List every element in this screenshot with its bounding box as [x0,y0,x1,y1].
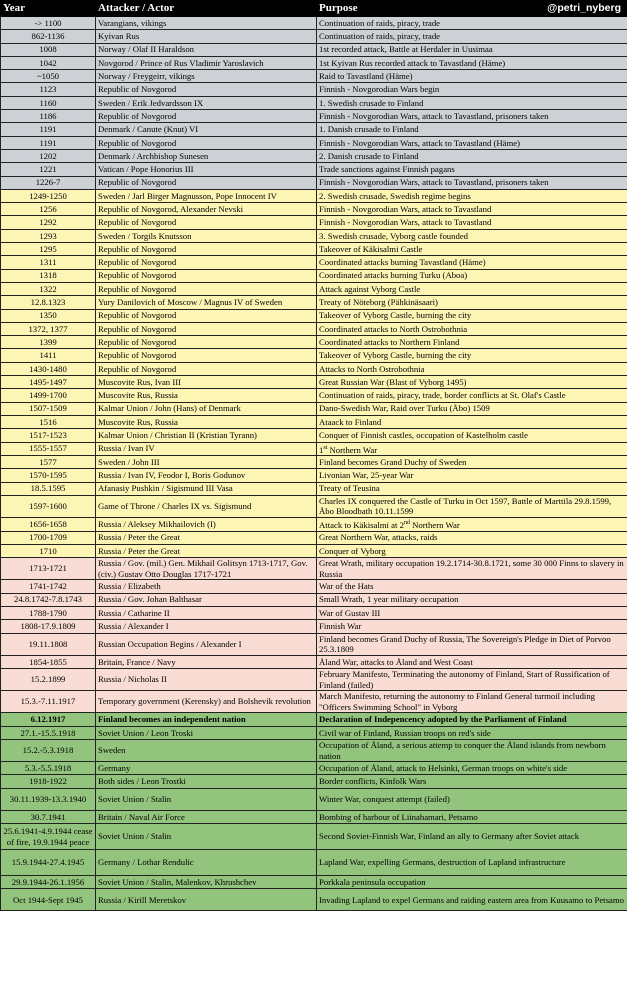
purpose-cell: 1st recorded attack, Battle at Herdaler in Uusimaa [317,43,627,56]
actor-cell: Finland becomes an independent nation [96,713,317,726]
year-cell: 1495-1497 [1,376,96,389]
table-row [1,216,627,229]
actor-cell: Vatican / Pope Honorius III [96,163,317,176]
actor-cell: Soviet Union / Stalin [96,824,317,850]
table-row [1,726,627,739]
actor-cell: Soviet Union / Leon Troski [96,726,317,739]
purpose-cell: Trade sanctions against Finnish pagans [317,163,627,176]
purpose-cell: 1. Swedish crusade to Finland [317,96,627,109]
purpose-cell: Civil war of Finland, Russian troops on red's side [317,726,627,739]
actor-cell: Russia / Peter the Great [96,531,317,544]
year-cell: 30.7.1941 [1,810,96,823]
actor-cell: Republic of Novgorod [96,269,317,282]
table-row [1,544,627,557]
purpose-cell: Finnish - Novgorodian Wars, attack to Tavastland [317,203,627,216]
actor-cell: Republic of Novgorod [96,110,317,123]
year-cell: 1516 [1,415,96,428]
year-cell: 1221 [1,163,96,176]
purpose-cell: Dano-Swedish War, Raid over Turku (Åbo) 1509 [317,402,627,415]
actor-cell: Republic of Novgorod [96,362,317,375]
year-cell: 1788-1790 [1,606,96,619]
year-cell: 15.3.-7.11.1917 [1,691,96,713]
actor-cell: Russia / Alexander I [96,620,317,633]
year-cell: ~1050 [1,70,96,83]
purpose-cell: Declaration of Indepencency adopted by the Parliament of Finland [317,713,627,726]
actor-cell: Republic of Novgorod [96,136,317,149]
actor-cell: Denmark / Archbishop Sunesen [96,149,317,162]
purpose-cell: March Manifesto, returning the autonomy to Finland General turmoil including "Officers Swimming School" in Vyborg [317,691,627,713]
year-cell: 1249-1250 [1,189,96,202]
table-row [1,889,627,911]
purpose-cell: Finnish - Novgorodian Wars begin [317,83,627,96]
actor-cell: Sweden / Jarl Birger Magnusson, Pope Innocent IV [96,189,317,202]
purpose-cell: Occupation of Åland, attack to Helsinki, German troops on white's side [317,762,627,775]
actor-cell: Russia / Ivan IV [96,442,317,455]
actor-cell: Muscovite Rus, Ivan III [96,376,317,389]
actor-cell: Russia / Aleksey Mikhailovich (I) [96,518,317,531]
actor-cell: Kalmar Union / Christian II (Kristian Tyrann) [96,429,317,442]
table-row [1,309,627,322]
actor-cell: Varangians, vikings [96,17,317,30]
actor-cell: Sweden / John III [96,455,317,468]
actor-cell: Republic of Novgorod [96,282,317,295]
table-row [1,282,627,295]
purpose-cell: Continuation of raids, piracy, trade [317,30,627,43]
purpose-cell: Treaty of Teusina [317,482,627,495]
purpose-cell: Occupation of Åland, a serious attemp to conquer the Åland islands from newborn nation [317,739,627,761]
purpose-cell: Attacks to North Ostrobothnia [317,362,627,375]
purpose-cell: Border conflicts, Kinfolk Wars [317,775,627,788]
table-row [1,482,627,495]
year-cell: 1292 [1,216,96,229]
purpose-cell: Finnish War [317,620,627,633]
purpose-cell: Second Soviet-Finnish War, Finland an ally to Germany after Soviet attack [317,824,627,850]
purpose-cell: Attack against Vyborg Castle [317,282,627,295]
year-cell: 1918-1922 [1,775,96,788]
table-row [1,850,627,876]
actor-cell: Sweden / Torgils Knutsson [96,229,317,242]
actor-cell: Russia / Catharine II [96,606,317,619]
year-cell: 12.8.1323 [1,296,96,309]
table-row [1,402,627,415]
table-row [1,336,627,349]
actor-cell: Soviet Union / Stalin [96,788,317,810]
purpose-cell: Conquer of Finnish castles, occupation of Kastelholm castle [317,429,627,442]
actor-cell: Germany / Lothar Rendulic [96,850,317,876]
actor-cell: Novgorod / Prince of Rus Vladimir Yaroslavich [96,56,317,69]
actor-cell: Russia / Gov. (mil.) Gen. Mikhail Golitsyn 1713-1717, Gov. (civ.) Gustav Otto Douglas 1717-1721 [96,558,317,580]
year-cell: 1570-1595 [1,469,96,482]
table-row [1,189,627,202]
table-row [1,56,627,69]
purpose-cell: Lapland War, expelling Germans, destruction of Lapland infrastructure [317,850,627,876]
year-cell: 1226-7 [1,176,96,189]
table-row [1,256,627,269]
table-row [1,655,627,668]
table-row [1,762,627,775]
purpose-cell: 1st Kyivan Rus recorded attack to Tavastland (Häme) [317,56,627,69]
year-cell: 1713-1721 [1,558,96,580]
actor-cell: Norway / Olaf II Haraldson [96,43,317,56]
table-row [1,376,627,389]
table-row [1,296,627,309]
year-cell: 1042 [1,56,96,69]
purpose-cell: 2. Swedish crusade, Swedish regime begins [317,189,627,202]
year-cell: 1372, 1377 [1,322,96,335]
year-cell: 1295 [1,243,96,256]
table-row [1,455,627,468]
purpose-ordinal-suffix: st [323,444,328,451]
table-row [1,243,627,256]
year-cell: 5.3.-5.5.1918 [1,762,96,775]
author-handle: @petri_nyberg [547,2,621,15]
year-cell: 1293 [1,229,96,242]
table-row [1,322,627,335]
actor-cell: Denmark / Canute (Knut) VI [96,123,317,136]
purpose-cell [317,442,627,455]
purpose-cell: February Manifesto, Terminating the autonomy of Finland, Start of Russification of Finland (failed) [317,669,627,691]
year-cell: 1202 [1,149,96,162]
year-cell: 1256 [1,203,96,216]
table-body [1,17,627,911]
purpose-cell: Takeover of Käkisalmi Castle [317,243,627,256]
year-cell: 29.9.1944-26.1.1956 [1,876,96,889]
actor-cell: Yury Danilovich of Moscow / Magnus IV of Sweden [96,296,317,309]
actor-cell: Game of Throne / Charles IX vs. Sigismund [96,495,317,517]
table-row [1,518,627,531]
actor-cell: Republic of Novgorod [96,243,317,256]
purpose-cell: Finnish - Novgorodian Wars, attack to Tavastland [317,216,627,229]
year-cell: 1350 [1,309,96,322]
table-row [1,876,627,889]
actor-cell: Russia / Elizabeth [96,580,317,593]
purpose-cell: Conquer of Vyborg [317,544,627,557]
actor-cell: Sweden [96,739,317,761]
year-cell: 1555-1557 [1,442,96,455]
table-row [1,531,627,544]
purpose-text: Northern War [327,444,378,455]
purpose-cell: War of the Hats [317,580,627,593]
year-cell: 24.8.1742-7.8.1743 [1,593,96,606]
year-header: Year [1,1,96,17]
purpose-cell: Porkkala peninsula occupation [317,876,627,889]
purpose-cell: Takeover of Vyborg Castle, burning the city [317,309,627,322]
actor-cell: Republic of Novgorod [96,309,317,322]
year-cell: 1577 [1,455,96,468]
actor-cell: Both sides / Leon Trostki [96,775,317,788]
purpose-cell: Ataack to Finland [317,415,627,428]
table-row [1,824,627,850]
purpose-cell: Coordinated attacks to Northern Finland [317,336,627,349]
actor-cell: Soviet Union / Stalin, Malenkov, Khrushchev [96,876,317,889]
purpose-cell: Small Wrath, 1 year military occupation [317,593,627,606]
year-cell: 1656-1658 [1,518,96,531]
year-cell: -> 1100 [1,17,96,30]
table-row [1,495,627,517]
year-cell: 1700-1709 [1,531,96,544]
actor-cell: Russia / Kirill Meretskov [96,889,317,911]
year-cell: 18.5.1595 [1,482,96,495]
purpose-cell: Winter War, conquest attempt (failed) [317,788,627,810]
actor-cell: Republic of Novgorod [96,322,317,335]
year-cell: 15.9.1944-27.4.1945 [1,850,96,876]
purpose-cell: War of Gustav III [317,606,627,619]
purpose-text: 1 [319,444,324,455]
purpose-cell: Finnish - Novgorodian Wars, attack to Tavastland (Häme) [317,136,627,149]
purpose-cell: Finland becomes Grand Duchy of Sweden [317,455,627,468]
purpose-cell: Livonian War, 25-year War [317,469,627,482]
year-cell: 1322 [1,282,96,295]
table-row [1,123,627,136]
table-row [1,788,627,810]
year-cell: 862-1136 [1,30,96,43]
year-cell: Oct 1944-Sept 1945 [1,889,96,911]
table-row [1,362,627,375]
year-cell: 30.11.1939-13.3.1940 [1,788,96,810]
year-cell: 27.1.-15.5.1918 [1,726,96,739]
year-cell: 1123 [1,83,96,96]
actor-cell: Sweden / Erik Jedvardsson IX [96,96,317,109]
table-row [1,429,627,442]
table-row [1,110,627,123]
year-cell: 1854-1855 [1,655,96,668]
purpose-cell: Raid to Tavastland (Häme) [317,70,627,83]
purpose-cell: Great Wrath, military occupation 19.2.1714-30.8.1721, some 30 000 Finns to slavery in Russia [317,558,627,580]
actor-cell: Russia / Gov. Johan Balthasar [96,593,317,606]
year-cell: 1008 [1,43,96,56]
table-row [1,176,627,189]
actor-cell: Afanasiy Pushkin / Sigismund III Vasa [96,482,317,495]
table-row [1,713,627,726]
table-row [1,691,627,713]
actor-cell: Temporary government (Kerensky) and Bolshevik revolution [96,691,317,713]
actor-header: Attacker / Actor [96,1,317,17]
actor-cell: Republic of Novgorod [96,176,317,189]
year-cell: 1710 [1,544,96,557]
year-cell: 25.6.1941-4.9.1944 cease of fire, 19.9.1944 peace [1,824,96,850]
purpose-text: Attack to Käkisalmi at 2 [319,519,404,530]
table-row [1,558,627,580]
table-row [1,83,627,96]
year-cell: 1517-1523 [1,429,96,442]
purpose-cell: 3. Swedish crusade, Vyborg castle founded [317,229,627,242]
table-row [1,606,627,619]
table-row [1,349,627,362]
actor-cell: Republic of Novgorod, Alexander Nevski [96,203,317,216]
year-cell: 1318 [1,269,96,282]
table-row [1,17,627,30]
header-row [1,1,627,17]
actor-cell: Muscovite Rus, Russia [96,415,317,428]
purpose-cell: Finland becomes Grand Duchy of Russia, The Sovereign's Pledge in Diet of Porvoo 25.3.1809 [317,633,627,655]
year-cell: 1499-1700 [1,389,96,402]
actor-cell: Britain / Naval Air Force [96,810,317,823]
year-cell: 1808-17.9.1809 [1,620,96,633]
table-row [1,389,627,402]
actor-cell: Russia / Ivan IV, Feodor I, Boris Godunov [96,469,317,482]
purpose-cell: Coordinated attacks burning Tavastland (Häme) [317,256,627,269]
table-row [1,269,627,282]
actor-cell: Britain, France / Navy [96,655,317,668]
purpose-cell: Charles IX conquered the Castle of Turku in Oct 1597, Battle of Marttila 29.8.1599, Åbo Bloodbath 10.11.1599 [317,495,627,517]
year-cell: 6.12.1917 [1,713,96,726]
purpose-cell: Continuation of raids, piracy, trade, border conflicts at St. Olaf's Castle [317,389,627,402]
purpose-cell: Finnish - Novgorodian Wars, attack to Tavastland, prisoners taken [317,176,627,189]
year-cell: 1191 [1,123,96,136]
year-cell: 1191 [1,136,96,149]
purpose-cell: Great Russian War (Blast of Vyborg 1495) [317,376,627,389]
actor-cell: Republic of Novgorod [96,83,317,96]
year-cell: 1160 [1,96,96,109]
year-cell: 15.2.-5.3.1918 [1,739,96,761]
actor-cell: Republic of Novgorod [96,256,317,269]
year-cell: 1597-1600 [1,495,96,517]
purpose-cell: Great Northern War, attacks, raids [317,531,627,544]
purpose-ordinal-suffix: nd [403,520,410,527]
year-cell: 19.11.1808 [1,633,96,655]
actor-cell: Germany [96,762,317,775]
table-row [1,203,627,216]
purpose-cell: 2. Danish crusade to Finland [317,149,627,162]
purpose-cell: Coordinated attacks to North Ostrobothnia [317,322,627,335]
table-row [1,136,627,149]
table-row [1,620,627,633]
table-row [1,580,627,593]
actor-cell: Republic of Novgorod [96,216,317,229]
actor-cell: Republic of Novgorod [96,349,317,362]
purpose-cell: Coordinated attacks burning Turku (Aboa) [317,269,627,282]
purpose-cell: Continuation of raids, piracy, trade [317,17,627,30]
purpose-cell: 1. Danish crusade to Finland [317,123,627,136]
actor-cell: Norway / Freygeirr, vikings [96,70,317,83]
purpose-cell: Takeover of Vyborg Castle, burning the city [317,349,627,362]
table-row [1,149,627,162]
table-row [1,415,627,428]
year-cell: 1507-1509 [1,402,96,415]
year-cell: 1430-1480 [1,362,96,375]
table-row [1,810,627,823]
purpose-text: Northern War [409,519,460,530]
purpose-cell: Finnish - Novgorodian Wars, attack to Tavastland, prisoners taken [317,110,627,123]
actor-cell: Republic of Novgorod [96,336,317,349]
table-row [1,43,627,56]
actor-cell: Muscovite Rus, Russia [96,389,317,402]
purpose-cell: Invading Lapland to expel Germans and raiding eastern area from Kuusamo to Petsamo [317,889,627,911]
year-cell: 1399 [1,336,96,349]
actor-cell: Kalmar Union / John (Hans) of Denmark [96,402,317,415]
purpose-header-label: Purpose [319,2,358,15]
table-row [1,96,627,109]
purpose-cell: Åland War, attacks to Åland and West Coast [317,655,627,668]
table-row [1,30,627,43]
year-cell: 1411 [1,349,96,362]
table-row [1,669,627,691]
actor-cell: Russia / Nicholas II [96,669,317,691]
table-row [1,70,627,83]
table-row [1,469,627,482]
purpose-header [317,1,627,17]
table-row [1,593,627,606]
actor-cell: Russia / Peter the Great [96,544,317,557]
table-row [1,633,627,655]
year-cell: 1311 [1,256,96,269]
year-cell: 15.2.1899 [1,669,96,691]
year-cell: 1741-1742 [1,580,96,593]
purpose-cell: Bombing of harbour of Liinahamari, Petsamo [317,810,627,823]
table-row [1,442,627,455]
actor-cell: Russian Occupation Begins / Alexander I [96,633,317,655]
table-row [1,739,627,761]
purpose-cell: Treaty of Nöteborg (Pähkinäsaari) [317,296,627,309]
year-cell: 1186 [1,110,96,123]
actor-cell: Kyivan Rus [96,30,317,43]
table-row [1,229,627,242]
table-row [1,163,627,176]
table-row [1,775,627,788]
purpose-cell [317,518,627,531]
